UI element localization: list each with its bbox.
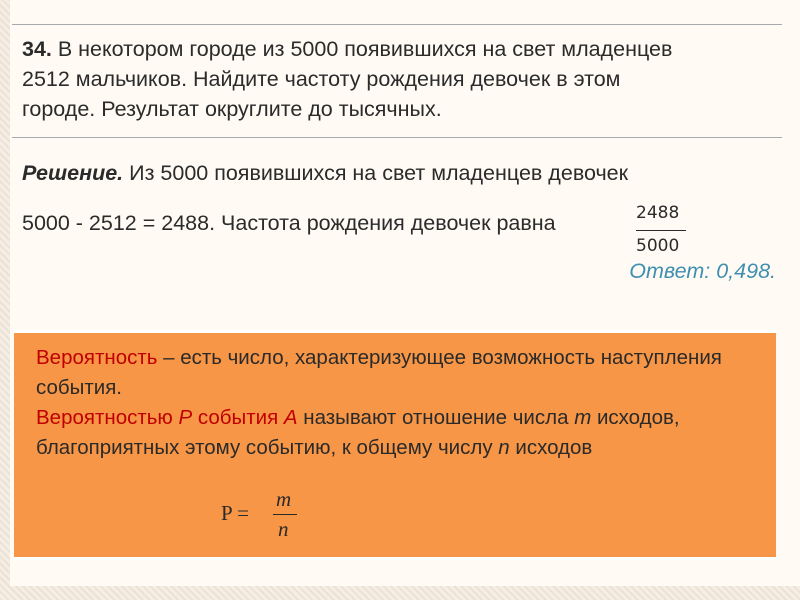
formula-denominator: n xyxy=(278,517,289,541)
answer: Ответ: 0,498. xyxy=(629,259,776,283)
probability-formula xyxy=(221,487,341,547)
term-probability: Вероятность xyxy=(36,346,158,369)
solution-text-1: Из 5000 появившихся на свет младенцев девочек xyxy=(123,161,629,185)
var-m: m xyxy=(574,406,592,429)
solution-label: Решение. xyxy=(22,161,124,185)
definition-text-1: – есть число, характеризующее возможность наступления события. xyxy=(36,346,722,399)
term-event-word: события xyxy=(192,406,284,429)
solution-line-2: 5000 - 2512 = 2488. Частота рождения девочек равна xyxy=(22,211,556,235)
definition-text-2b: исходов, благоприятных этому событию, к общему числу xyxy=(36,406,680,459)
var-A: А xyxy=(283,406,298,429)
problem-number: 34. xyxy=(22,37,52,61)
problem-text-line2: 2512 мальчиков. Найдите частоту рождения девочек в этом xyxy=(22,67,621,91)
fraction-denominator: 5000 xyxy=(636,236,680,256)
definition-text xyxy=(36,343,756,463)
bottom-decorative-band xyxy=(0,586,800,600)
middle-divider xyxy=(12,137,782,138)
fraction-numerator: 2488 xyxy=(636,203,680,223)
solution-line-1 xyxy=(22,158,782,188)
var-n: n xyxy=(498,436,510,459)
left-decorative-band xyxy=(0,0,10,600)
formula-lhs: P = xyxy=(221,501,249,525)
formula-numerator: m xyxy=(276,487,292,511)
definition-text-2c: исходов xyxy=(509,436,593,459)
problem-text-line1: В некотором городе из 5000 появившихся на свет младенцев xyxy=(51,37,673,61)
problem-statement xyxy=(22,34,782,124)
definition-text-2a: называют отношение числа xyxy=(297,406,575,429)
term-probability-of-event: Вероятностью xyxy=(36,406,179,429)
formula-bar xyxy=(273,514,297,515)
problem-text-line3: городе. Результат округлите до тысячных. xyxy=(22,97,442,121)
definition-box xyxy=(14,330,776,560)
fraction-bar xyxy=(636,230,686,231)
var-P: Р xyxy=(178,406,193,429)
top-divider xyxy=(12,24,782,25)
